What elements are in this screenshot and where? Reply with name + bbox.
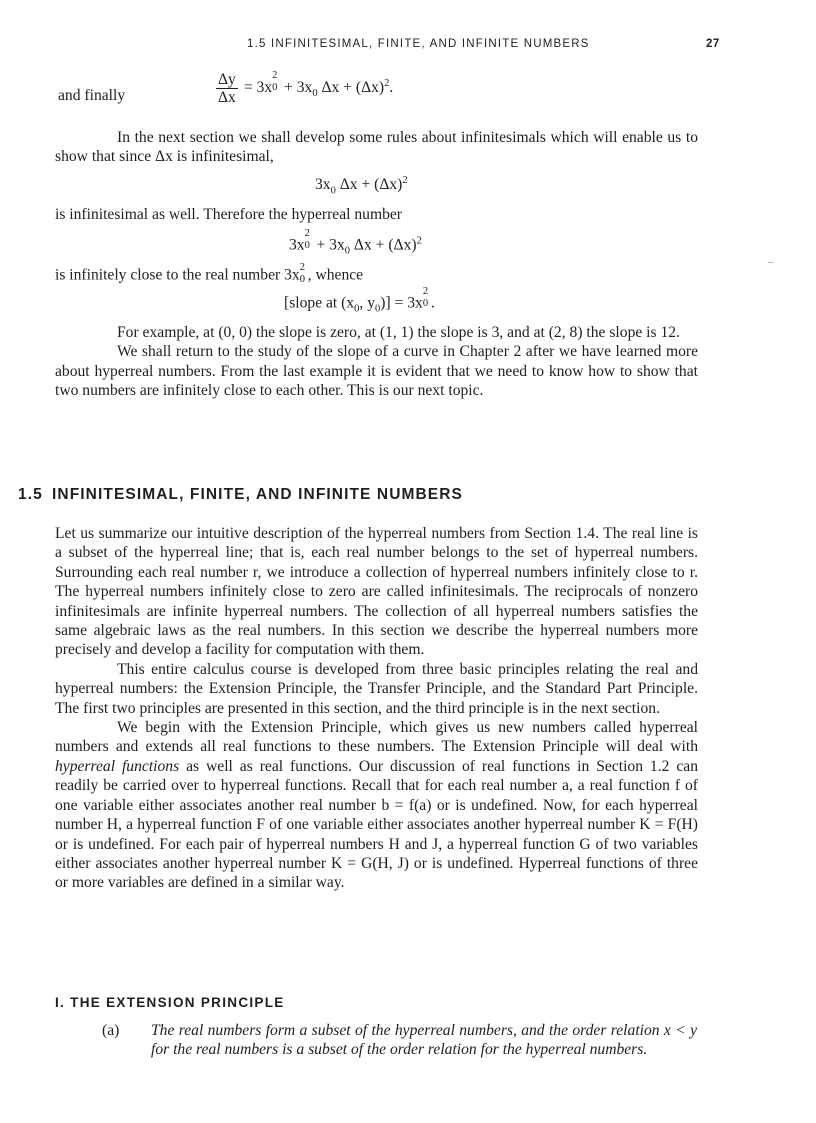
equation-infinitesimal-term: $3x_0$ $\Delta x + (\Delta x)^2$ (315, 175, 408, 197)
paragraph-summary: Let us summarize our intuitive description of the hyperreal numbers from Section 1.4. The real line is a subset of the hyperreal line; that is, each real number belongs to the set of hyperreal numbers. Surrounding each real number r, we introduce a collection of hyperreal numbers infinitely close to r. The hyperreal numbers infinitely close to zero are called infinitesimals. The reciprocals of nonzero infinitesimals are infinite hyperreal numbers. The collection of all hyperreal numbers satisfies the same algebraic laws as the real numbers. In this section we describe the hyperreal numbers more precisely and develop a facility for computation with them. (55, 525, 698, 659)
extension-principle-item-a (102, 1021, 697, 1060)
subsection-heading: I. THE EXTENSION PRINCIPLE (55, 995, 285, 1010)
paragraph-extension: We begin with the Extension Principle, which gives us new numbers called hyperreal numbers and extends all real functions to these numbers. The Extension Principle will deal with hyperreal functions as well as real functions. Our discussion of real functions in Section 1.2 can readily be carried over to hyperreal functions. Recall that for each real number a, a real function f of one variable either associates another real number b = f(a) or is undefined. Now, for each hyperreal number H, a hyperreal function F of one variable either associates another hyperreal number K = F(H) or is undefined. For each pair of hyperreal numbers H and J, a hyperreal function G of two variables either associates another hyperreal number K = G(H, J) or is undefined. Hyperreal functions of three or more variables are defined in a similar way. (55, 719, 698, 892)
equation-slope: [slope at ($x_0$, $y_0)] = 3x$ 2 0 . (284, 286, 435, 315)
item-label: (a) (102, 1022, 120, 1039)
paragraph-next-section: In the next section we shall develop some rules about infinitesimals which will enable us to show that since Δx is infinitesimal, (55, 129, 698, 166)
section-heading (18, 486, 463, 504)
text-infinitesimal-as-well: is infinitesimal as well. Therefore the hyperreal number (55, 206, 402, 223)
equation-hyperreal-number: 3x 2 0 + $3x_0$ $\Delta x + (\Delta x)^2$ (289, 228, 422, 257)
section-number: 1.5 (18, 486, 43, 503)
paragraph-examples: For example, at (0, 0) the slope is zero, at (1, 1) the slope is 3, and at (2, 8) the slope is 12. We shall return to the study of the slope of a curve in Chapter 2 after we have learned more about hyperreal numbers. From the last example it is evident that we need to know how to show that two numbers are infinitely close to each other. This is our next topic. (55, 324, 698, 400)
item-text: The real numbers form a subset of the hyperreal numbers, and the order relation x < y for the real numbers is a subset of the order relation for the hyperreal numbers. (151, 1022, 697, 1059)
difference-quotient: $\frac{\Delta y}{\Delta x}$ (218, 71, 236, 106)
equation-derivative: $\frac{\Delta y}{\Delta x}$ = 3x 2 0 + $3x_0$ $\Delta x + (\Delta x)^2$. (218, 70, 394, 106)
text-infinitely-close: is infinitely close to the real number 3x 2 0 , whence (55, 262, 364, 285)
section-title: INFINITESIMAL, FINITE, AND INFINITE NUMBERS (52, 486, 463, 503)
page-number: 27 (706, 38, 720, 50)
and-finally-text: and finally (58, 87, 126, 104)
paragraph-three-principles: This entire calculus course is developed from three basic principles relating the real and hyperreal numbers: the Extension Principle, the Transfer Principle, and the Standard Part Principle. The first two principles are presented in this section, and the third principle is in the next section. (55, 660, 698, 717)
section-body (55, 524, 698, 893)
running-head-title: 1.5 INFINITESIMAL, FINITE, AND INFINITE NUMBERS (247, 38, 590, 50)
margin-mark (768, 262, 774, 263)
